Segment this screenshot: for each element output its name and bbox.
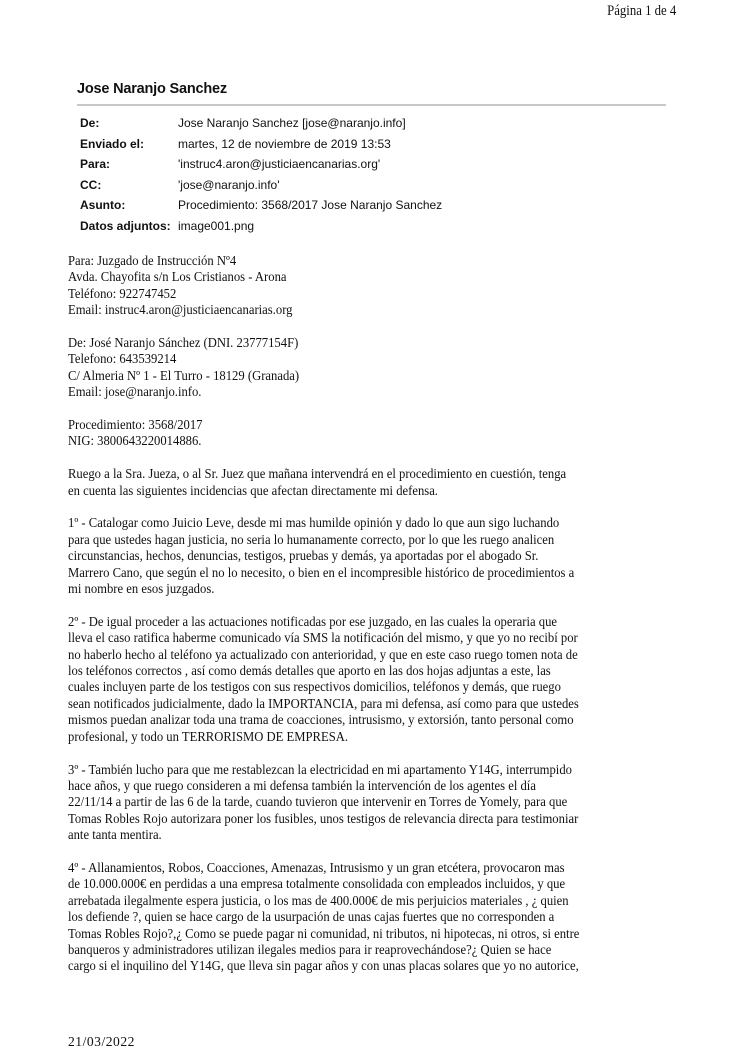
text-line: circunstancias, hechos, denuncias, testigos, pruebas y demás, ya aportadas por el abogado Sr.	[68, 548, 539, 564]
sender-block	[68, 335, 618, 401]
header-label: CC:	[80, 177, 102, 192]
point-1-paragraph	[68, 515, 618, 597]
header-cc	[80, 175, 442, 196]
text-line: profesional, y todo un TERRORISMO DE EMPRESA.	[68, 728, 349, 744]
sender-name: Jose Naranjo Sanchez	[77, 81, 227, 97]
point-4-paragraph	[68, 860, 618, 975]
text-line: mismos puedan analizar toda una trama de coacciones, intrusismo, y extorsión, tanto personal como	[68, 712, 574, 728]
header-divider	[77, 104, 666, 106]
text-line: Tomas Robles Rojo?,¿ Como se puede pagar ni comunidad, ni tributos, ni hipotecas, ni otros, si entre	[68, 925, 580, 941]
text-line: banqueros y administradores utilizan ilegales medios para ir reaprovechándose?¿ Quien se hace	[68, 941, 552, 957]
point-2-paragraph	[68, 614, 618, 745]
email-body	[68, 253, 618, 991]
page-number: Página 1 de 4	[606, 3, 676, 19]
header-label: De:	[80, 116, 100, 130]
text-line: los teléfonos correctos , así como demás detalles que aporto en las dos hojas adjuntas a este, las	[68, 663, 551, 679]
text-line: C/ Almeria Nº 1 - El Turro - 18129 (Granada)	[68, 367, 300, 383]
text-line: 1º - Catalogar como Juicio Leve, desde mi mas humilde opinión y dado lo que aun sigo luchando	[68, 515, 560, 531]
header-from	[80, 113, 442, 134]
header-label: Asunto:	[80, 198, 126, 212]
point-3-paragraph	[68, 762, 618, 844]
text-line: cuales incluyen parte de los testigos con sus respectivos domicilios, teléfonos y demás, que ruego	[68, 679, 561, 695]
text-line: cargo si el inquilino del Y14G, que lleva sin pagar años y con unas placas solares que yo no autorice,	[68, 958, 579, 974]
header-value: 'instruc4.aron@justiciaencanarias.org'	[178, 157, 381, 171]
attachment-link[interactable]: image001.png	[178, 218, 255, 233]
header-subject	[80, 195, 442, 216]
header-label: Datos adjuntos:	[80, 218, 171, 233]
text-line: los defiende ?, quien se hace cargo de la usurpación de unas cajas fuertes que no corresponden a	[68, 909, 555, 925]
header-sent	[80, 134, 442, 155]
text-line: Tomas Robles Rojo autorizara poner los fusibles, unos testigos de relevancia directa para testimoniar	[68, 810, 579, 826]
text-line: NIG: 3800643220014886.	[68, 433, 202, 449]
header-value: Procedimiento: 3568/2017 Jose Naranjo Sanchez	[178, 198, 443, 212]
text-line: Para: Juzgado de Instrucción Nº4	[68, 253, 237, 268]
text-line: Telefono: 643539214	[68, 351, 177, 367]
text-line: Email: instruc4.aron@justiciaencanarias.org	[68, 302, 293, 318]
header-attachments	[80, 216, 442, 237]
text-line: sean notificados judicialmente, dado la IMPORTANCIA, para mi defensa, así como para que ustedes	[68, 695, 579, 711]
text-line: De: José Naranjo Sánchez (DNI. 23777154F)	[68, 335, 299, 351]
intro-paragraph	[68, 466, 618, 499]
text-line: Ruego a la Sra. Jueza, o al Sr. Juez que mañana intervendrá en el procedimiento en cuestión, tenga	[68, 466, 567, 482]
header-value: 'jose@naranjo.info'	[178, 177, 280, 192]
header-label: Para:	[80, 157, 111, 171]
text-line: Avda. Chayofita s/n Los Cristianos - Arona	[68, 269, 287, 285]
text-line: Teléfono: 922747452	[68, 285, 177, 301]
text-line: de 10.000.000€ en perdidas a una empresa totalmente consolidada con empleados incluidos, y que	[68, 876, 566, 892]
header-label: Enviado el:	[80, 136, 145, 151]
text-line: ante tanta mentira.	[68, 827, 162, 843]
text-line: Procedimiento: 3568/2017	[68, 417, 203, 433]
header-to	[80, 154, 442, 175]
text-line: 2º - De igual proceder a las actuaciones notificadas por ese juzgado, en las cuales la operaria que	[68, 613, 558, 629]
header-value: martes, 12 de noviembre de 2019 13:53	[178, 136, 391, 151]
text-line: arrebatada ilegalmente espera justicia, o los mas de 400.000€ de mis perjuicios materiales , ¿ quien	[68, 892, 569, 908]
text-line: hace años, y que ruego consideren a mi defensa también la intervención de los agentes el día	[68, 777, 536, 793]
text-line: Email: jose@naranjo.info.	[68, 384, 202, 400]
text-line: para que ustedes hagan justicia, no seria lo humanamente correcto, por lo que les ruego analicen	[68, 531, 555, 547]
email-headers	[80, 113, 442, 236]
text-line: lleva el caso ratifica haberme comunicado vía SMS la notificación del mismo, y que yo no recibí por	[68, 630, 578, 646]
case-block	[68, 417, 618, 450]
text-line: 3º - También lucho para que me restablezcan la electricidad en mi apartamento Y14G, interrumpido	[68, 761, 572, 777]
text-line: no haberlo hecho al teléfono ya actualizado con anterioridad, y que en este caso ruego tomen nota de	[68, 646, 578, 662]
header-value: Jose Naranjo Sanchez [jose@naranjo.info]	[178, 116, 406, 130]
text-line: Marrero Cano, que según el no lo necesito, o bien en el incompresible histórico de procedimientos a	[68, 564, 575, 580]
print-date: 21/03/2022	[68, 1034, 135, 1049]
text-line: mi nombre en esos juzgados.	[68, 581, 215, 597]
text-line: en cuenta las siguientes incidencias que afectan directamente mi defensa.	[68, 482, 438, 498]
text-line: 4º - Allanamientos, Robos, Coacciones, Amenazas, Intrusismo y un gran etcétera, provocaron mas	[68, 859, 565, 875]
text-line: 22/11/14 a partir de las 6 de la tarde, cuando tuvieron que intervenir en Torres de Yomely, para que	[68, 794, 568, 810]
recipient-block	[68, 253, 618, 319]
